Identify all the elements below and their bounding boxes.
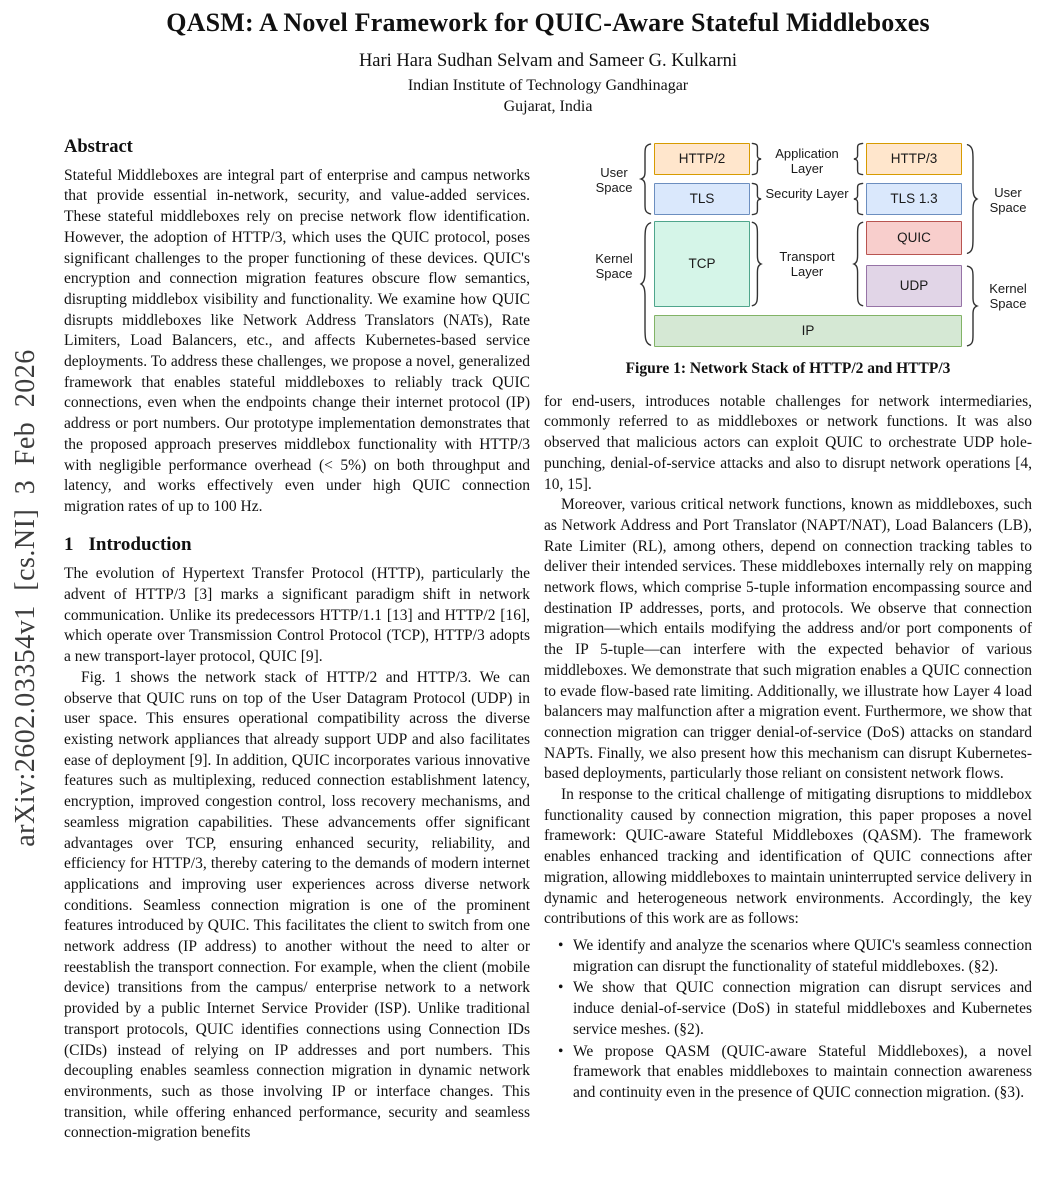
abstract-text: Stateful Middleboxes are integral part of enterprise and campus networks that provide essential in-network, security, and value-added services. These stateful middleboxes rely on precise network flow identification. However, the adoption of HTTP/3, which uses the QUIC protocol, poses significant challenges to the proper functioning of these devices. QUIC's encryption and connection migration features obscure flow semantics, disrupting middlebox visibility and functionality. We examine how QUIC disrupts middleboxes like Network Address Translators (NATs), Rate Limiters, Load Balancers, etc., and affects Kubernetes-based service deployments. To address these challenges, we propose a novel, generalized framework that enables stateful middleboxes to reliably track QUIC connections, even when the endpoints change their internet protocol (IP) address or port numbers. Our prototype implementation demonstrates that the proposed approach preserves middlebox functionality with HTTP/3 with negligible performance overhead (< 5%) on both throughput and latency, and works effectively even under high QUIC connection migration rates of up to 100 Hz. <box>64 166 530 515</box>
two-column-body <box>64 137 1032 1144</box>
kernel-space-brace-right <box>966 265 978 347</box>
contributions-list <box>558 936 1032 1104</box>
security-layer-label: Security Layer <box>765 186 849 201</box>
abstract-heading: Abstract <box>64 137 133 157</box>
paragraph: Moreover, various critical network functions, known as middleboxes, such as Network Address and Port Translator (NAPT/NAT), Load Balancers (LB), Rate Limiter (RL), among others, depend on connection tracking tables to deliver their intended services. These middleboxes internally rely on mapping network flows, which comprise 5-tuple information encompassing source and destination IP addresses, ports, and protocols. We observe that connection migration—which entails modifying the address and/or port components of the IP 5-tuple—can interfere with the expected behavior of various middleboxes. We demonstrate that such migration enables a QUIC connection to evade flow-based rate limiting. Additionally, we illustrate how Layer 4 load balancers may malfunction after a migration event. Furthermore, we show that connection migration can trigger denial-of-service (DoS) attacks on standard NAPTs. Finally, we also present how this mechanism can disrupt Kubernetes-based deployments, particularly those reliant on consistent network flows. <box>544 496 1032 783</box>
paragraph: for end-users, introduces notable challenges for network intermediaries, commonly referred to as middleboxes or network functions. It was also observed that malicious actors can exploit QUIC to orchestrate UDP hole-punching, denial-of-service attacks and also to disrupt network operations [4, 10, 15]. <box>544 392 1032 493</box>
section-heading-introduction <box>64 535 530 556</box>
paragraph: The evolution of Hypertext Transfer Protocol (HTTP), particularly the advent of HTTP/3 [3] marks a significant paradigm shift in network communication. Unlike its predecessors HTTP/1.1 [13] and HTTP/2 [16], which operate over Transmission Control Protocol (TCP), HTTP/3 adopts a new transport-layer protocol, QUIC [9]. <box>64 565 530 666</box>
application-layer-brace-left <box>751 143 762 175</box>
user-space-label-left: User Space <box>595 165 633 196</box>
section-title: Introduction <box>88 533 192 555</box>
list-item: • We show that QUIC connection migration can disrupt services and induce denial-of-service (DoS) in stateful middleboxes and Kubernetes service meshes. (§2). <box>558 978 1032 1040</box>
http3-box: HTTP/3 <box>866 143 962 175</box>
application-layer-brace-right <box>853 143 864 175</box>
paper-authors: Hari Hara Sudhan Selvam and Sameer G. Kulkarni <box>358 51 738 71</box>
arxiv-watermark: arXiv:2602.03354v1 [cs.NI] 3 Feb 2026 <box>10 349 41 847</box>
paper-affiliation: Indian Institute of Technology Gandhinagar <box>407 77 689 94</box>
kernel-space-label-right: Kernel Space <box>989 281 1027 312</box>
user-space-label-right: User Space <box>989 185 1027 216</box>
paper-location: Gujarat, India <box>503 98 593 115</box>
transport-layer-brace-right <box>853 221 864 307</box>
http2-box: HTTP/2 <box>654 143 750 175</box>
list-item: • We propose QASM (QUIC-aware Stateful Middleboxes), a novel framework that enables middleboxes to maintain connection awareness and continuity even in the presence of QUIC connection migration. (§3). <box>558 1042 1032 1104</box>
user-space-brace-left <box>640 143 652 215</box>
transport-layer-label: Transport Layer <box>779 249 835 280</box>
tcp-box: TCP <box>654 221 750 307</box>
list-item: • We identify and analyze the scenarios where QUIC's seamless connection migration can disrupt the functionality of stateful middleboxes. (§2). <box>558 936 1032 977</box>
paragraph: In response to the critical challenge of mitigating disruptions to middlebox functionality caused by connection migration, this paper proposes a novel framework: QUIC-aware Stateful Middleboxes (QASM). The framework enables enhanced tracking and identification of QUIC connections after migration, allowing middleboxes to maintain uninterrupted service delivery in dynamic and heterogeneous network environments. Accordingly, the key contributions of this work are as follows: <box>544 786 1032 928</box>
paragraph: Fig. 1 shows the network stack of HTTP/2 and HTTP/3. We can observe that QUIC runs on top of the User Datagram Protocol (UDP) in user space. This ensures operational compatibility across the diverse existing network appliances that already support UDP and also facilitates ease of deployment [9]. In addition, QUIC incorporates various innovative features such as multiplexing, reduced connection establishment latency, encryption, improved congestion control, loss recovery mechanisms, and seamless migration capabilities. These advancements offer significant advantages over TCP, ensuring enhanced security, reliability, and efficiency for HTTP/3, thereby catering to the demands of modern internet applications and improving user experiences across diverse network conditions. Seamless connection migration is one of the prominent features introduced by QUIC. This facilitates the client to switch from one network address (IP address) to another without the need to alter or reestablish the transport connection. For example, when the client (mobile device) transitions from the campus/ enterprise network to a network provided by a public Internet Service Provider (ISP). Unlike traditional transport protocols, QUIC identifies connections using Connection IDs (CIDs) instead of relying on IP addresses and port numbers. This decoupling enables seamless connection migration in dynamic network environments, such as those involving IP or interface changes. This transition, while offering enhanced performance, security and seamless connection-migration benefits <box>64 668 530 1142</box>
paper-content <box>64 8 1032 1144</box>
figure-caption: Figure 1: Network Stack of HTTP/2 and HTTP/3 <box>625 360 951 377</box>
security-layer-brace-right <box>853 183 864 215</box>
security-layer-brace-left <box>751 183 762 215</box>
quic-box: QUIC <box>866 221 962 255</box>
section-number: 1 <box>64 533 74 555</box>
user-space-brace-right <box>966 143 978 255</box>
udp-box: UDP <box>866 265 962 307</box>
network-stack-diagram <box>596 139 1032 353</box>
left-column <box>64 137 530 1144</box>
tls13-box: TLS 1.3 <box>866 183 962 215</box>
kernel-space-brace-left <box>640 221 652 347</box>
transport-layer-brace-left <box>751 221 762 307</box>
figure-1 <box>544 139 1032 380</box>
paper-title: QASM: A Novel Framework for QUIC-Aware Stateful Middleboxes <box>166 8 930 37</box>
paper-header <box>64 8 1032 116</box>
application-layer-label: Application Layer <box>775 146 839 177</box>
ip-box: IP <box>654 315 962 347</box>
tls-box: TLS <box>654 183 750 215</box>
right-column <box>544 137 1032 1144</box>
kernel-space-label-left: Kernel Space <box>595 251 633 282</box>
